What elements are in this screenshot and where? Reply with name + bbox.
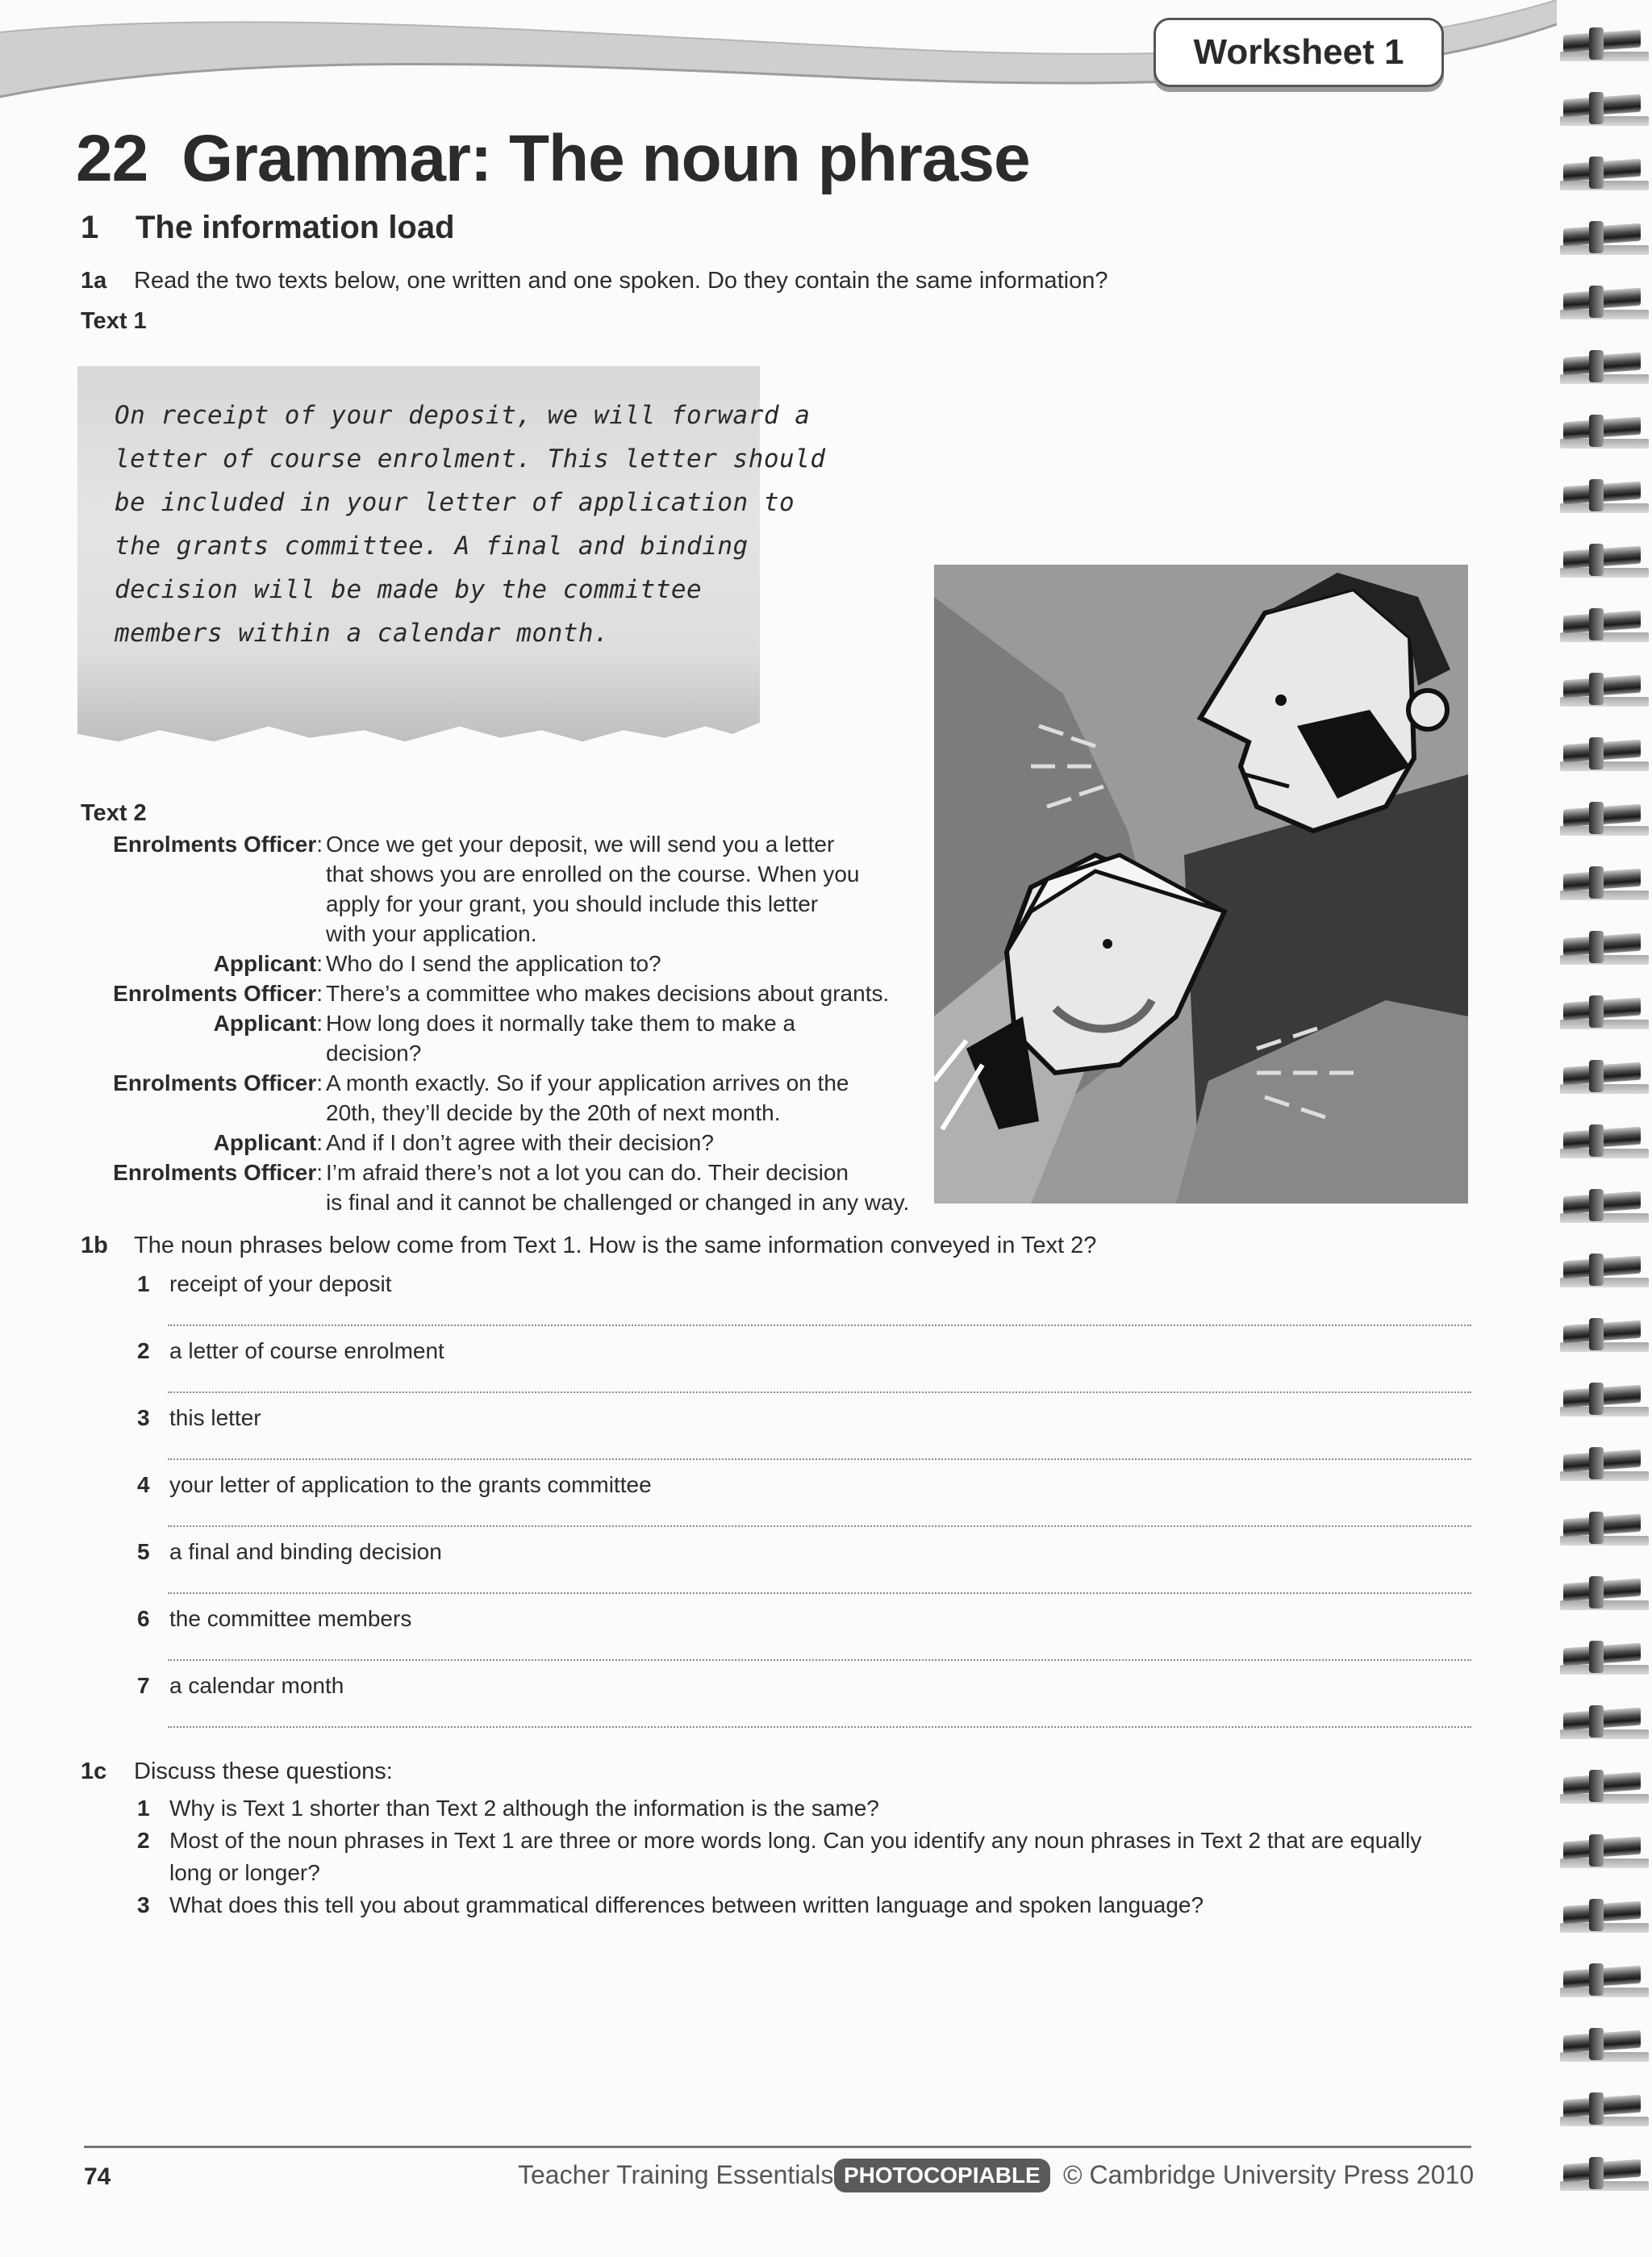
answer-line[interactable] (168, 1592, 1471, 1594)
question-label: 1c (81, 1758, 107, 1784)
page-title (76, 121, 1030, 197)
item-text: Why is Text 1 shorter than Text 2 although the information is the same? (169, 1796, 879, 1821)
noun-phrase-item (137, 1539, 1476, 1565)
question-label: 1a (81, 268, 107, 294)
note-line: On receipt of your deposit, we will forward a (115, 401, 811, 430)
item-text: this letter (169, 1405, 261, 1430)
noun-phrase-item (137, 1338, 1476, 1364)
utterance-line: that shows you are enrolled on the course. When you (326, 861, 860, 887)
dialogue-turn: Applicant: Who do I send the application to? (81, 949, 936, 978)
item-number: 6 (137, 1606, 150, 1631)
spiral-ring (1557, 218, 1652, 260)
text2-label: Text 2 (81, 800, 147, 826)
item-number: 3 (137, 1892, 150, 1917)
text1-label: Text 1 (81, 308, 147, 334)
utterance-line: apply for your grant, you should include this letter (326, 891, 819, 916)
spiral-ring (1557, 411, 1652, 453)
utterance-line: And if I don’t agree with their decision? (326, 1130, 714, 1155)
utterance-line: Who do I send the application to? (326, 951, 661, 976)
spiral-ring (1557, 928, 1652, 970)
question-1a (81, 268, 1108, 294)
dialogue-turn: Applicant: How long does it normally take them to make a decision? (81, 1008, 936, 1068)
note-line: letter of course enrolment. This letter should (115, 444, 826, 474)
spiral-ring (1557, 1250, 1652, 1292)
speaker: Applicant (213, 1011, 317, 1036)
utterance-line: decision? (326, 1041, 422, 1066)
spiral-ring (1557, 1379, 1652, 1421)
spiral-ring (1557, 670, 1652, 711)
spiral-ring (1557, 1508, 1652, 1550)
speaker: Applicant (213, 1130, 317, 1155)
speaker: Enrolments Officer (113, 1070, 317, 1095)
item-number: 2 (137, 1828, 150, 1853)
item-number: 3 (137, 1405, 150, 1430)
utterance-line: A month exactly. So if your application arrives on the (326, 1070, 849, 1095)
note-line: be included in your letter of application to (115, 488, 795, 517)
discussion-item (137, 1889, 1484, 1921)
spiral-ring (1557, 2089, 1652, 2131)
speaker: Applicant (213, 951, 317, 976)
dialogue (81, 829, 936, 1217)
item-text: receipt of your deposit (169, 1271, 392, 1296)
item-number: 5 (137, 1539, 150, 1564)
dialogue-turn: Enrolments Officer: A month exactly. So if your application arrives on the 20th, they’ll decide by the 20th of next month. (81, 1068, 936, 1128)
dialogue-turn: Enrolments Officer: Once we get your deposit, we will send you a letter that shows you are enrolled on the course. When you apply for your grant, you should include this letter with your application. (81, 829, 936, 949)
dialogue-turn: Enrolments Officer: There’s a committee who makes decisions about grants. (81, 978, 936, 1008)
note-line: decision will be made by the committee (115, 575, 703, 604)
note-text (115, 394, 826, 655)
unit-number: 22 (76, 122, 148, 195)
unit-title: Grammar: The noun phrase (181, 122, 1030, 195)
section-title: The information load (136, 210, 455, 245)
utterance-line: 20th, they’ll decide by the 20th of next month. (326, 1100, 781, 1125)
spiral-ring (1557, 347, 1652, 389)
discussion-item (137, 1792, 1484, 1825)
note-line: the grants committee. A final and binding (115, 532, 749, 561)
spiral-ring (1557, 992, 1652, 1034)
book-title: Teacher Training Essentials (518, 2160, 834, 2189)
noun-phrase-item (137, 1606, 1476, 1632)
spiral-ring (1557, 282, 1652, 324)
speaker: Enrolments Officer (113, 1160, 317, 1185)
noun-phrase-item (137, 1673, 1476, 1699)
spiral-ring (1557, 799, 1652, 841)
spiral-ring (1557, 153, 1652, 195)
answer-line[interactable] (168, 1325, 1471, 1326)
utterance-line: with your application. (326, 921, 537, 946)
answer-line[interactable] (168, 1458, 1471, 1460)
spiral-ring (1557, 863, 1652, 905)
item-number: 1 (137, 1271, 150, 1296)
spiral-ring (1557, 1186, 1652, 1228)
discussion-item (137, 1825, 1484, 1889)
item-text: a calendar month (169, 1673, 344, 1698)
page-number: 74 (84, 2163, 111, 2190)
item-number: 2 (137, 1338, 150, 1363)
spiral-ring (1557, 476, 1652, 518)
copyright-notice: © Cambridge University Press 2010 (1063, 2160, 1475, 2189)
answer-line[interactable] (168, 1659, 1471, 1661)
spiral-ring (1557, 1831, 1652, 1873)
utterance-line: Once we get your deposit, we will send you a letter (326, 832, 835, 857)
spiral-ring (1557, 1444, 1652, 1486)
item-number: 4 (137, 1472, 150, 1497)
utterance-line: is final and it cannot be challenged or changed in any way. (326, 1190, 910, 1215)
item-text: the committee members (169, 1606, 412, 1631)
spiral-ring (1557, 24, 1652, 66)
spiral-ring (1557, 1702, 1652, 1744)
noun-phrase-item (137, 1271, 1476, 1297)
utterance-line: I’m afraid there’s not a lot you can do. Their decision (326, 1160, 849, 1185)
spiral-ring (1557, 1315, 1652, 1357)
answer-line[interactable] (168, 1391, 1471, 1393)
question-text: Read the two texts below, one written and one spoken. Do they contain the same information? (134, 268, 1108, 294)
answer-line[interactable] (168, 1525, 1471, 1527)
spiral-ring (1557, 1637, 1652, 1679)
question-text: The noun phrases below come from Text 1. How is the same information conveyed in Text 2? (134, 1233, 1097, 1258)
spiral-ring (1557, 1767, 1652, 1809)
spiral-ring (1557, 1896, 1652, 1938)
photocopiable-badge: PHOTOCOPIABLE (834, 2159, 1050, 2192)
item-text: What does this tell you about grammatical differences between written language and spoken language? (169, 1892, 1204, 1917)
phone-call-illustration (934, 565, 1468, 1204)
spiral-ring (1557, 1057, 1652, 1099)
section-heading (81, 210, 455, 246)
item-number: 1 (137, 1796, 150, 1821)
question-text: Discuss these questions: (134, 1758, 393, 1784)
speaker: Enrolments Officer (113, 832, 317, 857)
question-1c (81, 1758, 393, 1785)
item-text: long or longer? (169, 1860, 320, 1885)
spiral-ring (1557, 89, 1652, 131)
question-1b (81, 1233, 1096, 1259)
spiral-binding (1557, 0, 1652, 2257)
spiral-ring (1557, 734, 1652, 776)
item-number: 7 (137, 1673, 150, 1698)
item-text: your letter of application to the grants committee (169, 1472, 652, 1497)
spiral-ring (1557, 2025, 1652, 2067)
spiral-ring (1557, 1121, 1652, 1163)
footer-divider (84, 2146, 1471, 2148)
item-text: a letter of course enrolment (169, 1338, 444, 1363)
utterance-line: There’s a committee who makes decisions about grants. (326, 981, 890, 1006)
spiral-ring (1557, 540, 1652, 582)
utterance-line: How long does it normally take them to make a (326, 1011, 796, 1036)
speaker: Enrolments Officer (113, 981, 317, 1006)
question-label: 1b (81, 1233, 108, 1258)
spiral-ring (1557, 2154, 1652, 2196)
answer-line[interactable] (168, 1726, 1471, 1728)
section-number: 1 (81, 210, 99, 245)
noun-phrase-item (137, 1405, 1476, 1431)
spiral-ring (1557, 1960, 1652, 2002)
item-text: a final and binding decision (169, 1539, 442, 1564)
item-text: Most of the noun phrases in Text 1 are three or more words long. Can you identify any noun phrases in Text 2 that are equally (169, 1828, 1422, 1853)
dialogue-turn: Enrolments Officer: I’m afraid there’s not a lot you can do. Their decision is final and it cannot be challenged or changed in any way. (81, 1158, 936, 1217)
worksheet-label: Worksheet 1 (1153, 18, 1444, 87)
spiral-ring (1557, 605, 1652, 647)
note-line: members within a calendar month. (115, 619, 610, 648)
dialogue-turn: Applicant: And if I don’t agree with their decision? (81, 1128, 936, 1158)
spiral-ring (1557, 1573, 1652, 1615)
noun-phrase-item (137, 1472, 1476, 1498)
